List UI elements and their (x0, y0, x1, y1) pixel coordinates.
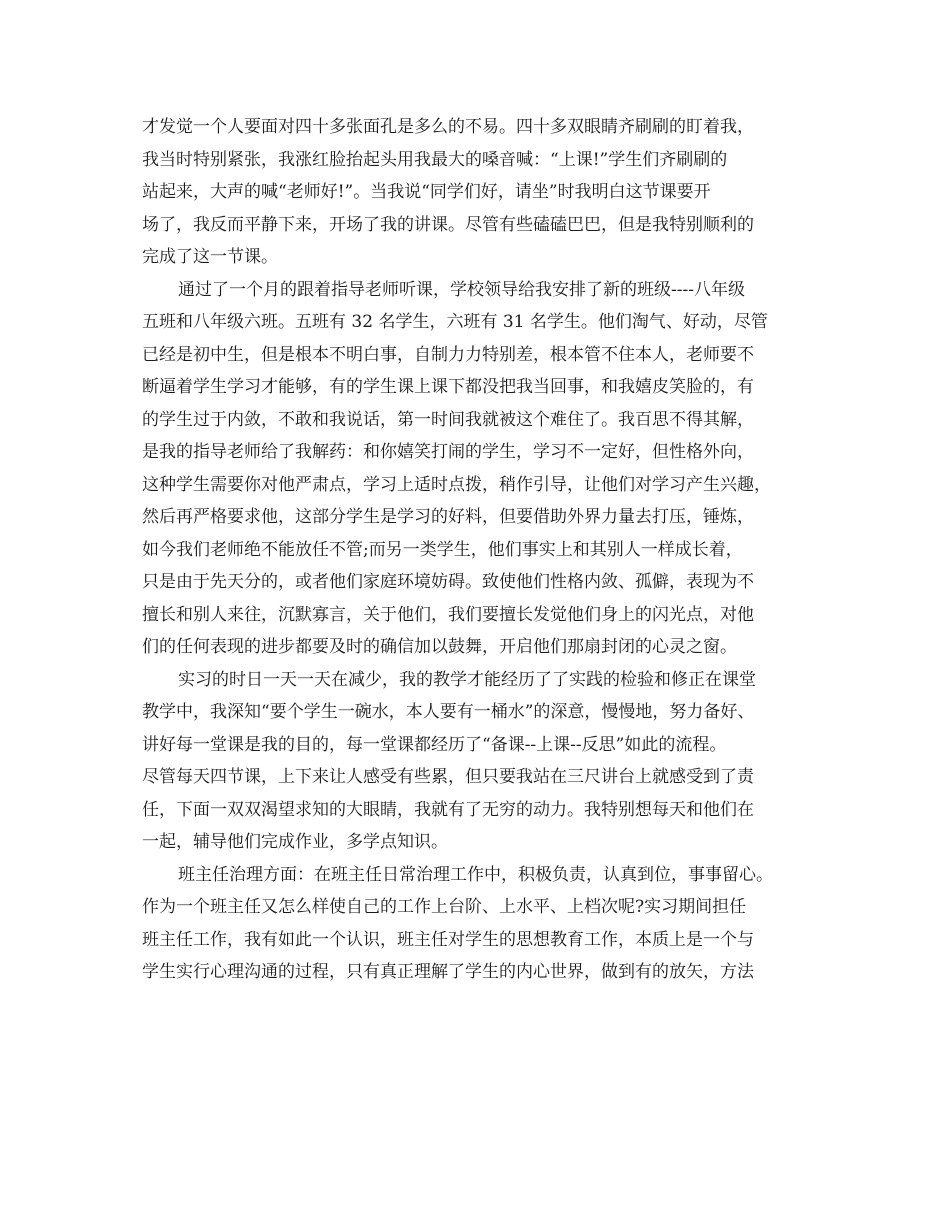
text-line: 五班和八年级六班。五班有 32 名学生，六班有 31 名学生。他们淘气、好动，尽管 (142, 312, 768, 332)
text-line: 擅长和别人来往，沉默寡言，关于他们，我们要擅长发觉他们身上的闪光点，对他 (142, 604, 754, 625)
text-line: 断逼着学生学习才能够，有的学生课上课下都没把我当回事，和我嬉皮笑脸的，有 (142, 377, 754, 397)
text-line: 尽管每天四节课，上下来让人感受有些累，但只要我站在三尺讲台上就感受到了责 (142, 767, 754, 787)
text-line: 作为一个班主任又怎么样使自己的工作上台阶、上水平、上档次呢?实习期间担任 (142, 897, 747, 917)
text-line: 班主任工作，我有如此一个认识，班主任对学生的思想教育工作，本质上是一个与 (142, 929, 754, 950)
text-line: 如今我们老师绝不能放任不管;而另一类学生，他们事实上和其别人一样成长着， (142, 539, 743, 560)
text-line: 们的任何表现的进步都要及时的确信加以鼓舞，开启他们那扇封闭的心灵之窗。 (142, 637, 737, 657)
text-line: 这种学生需要你对他严肃点，学习上适时点拨，稍作引导，让他们对学习产生兴趣， (142, 474, 771, 495)
text-line: 只是由于先天分的，或者他们家庭环境妨碍。致使他们性格内敛、孤僻，表现为不 (142, 572, 754, 592)
text-line: 通过了一个月的跟着指导老师听课，学校领导给我安排了新的班级----八年级 (178, 279, 745, 300)
text-line: 讲好每一堂课是我的目的，每一堂课都经历了“备课--上课--反思”如此的流程。 (142, 734, 727, 755)
text-line: 是我的指导老师给了我解药：和你嬉笑打闹的学生，学习不一定好，但性格外向， (142, 442, 754, 462)
text-line: 然后再严格要求他，这部分学生是学习的好料，但要借助外界力量去打压，锤炼， (142, 507, 754, 527)
text-line: 场了，我反而平静下来，开场了我的讲课。尽管有些磕磕巴巴，但是我特别顺利的 (142, 214, 754, 235)
text-line: 学生实行心理沟通的过程，只有真正理解了学生的内心世界，做到有的放矢，方法 (142, 962, 754, 982)
document-body (142, 112, 820, 990)
paragraph (142, 860, 820, 990)
text-line: 站起来，大声的喊“老师好!”。当我说“同学们好，请坐”时我明白这节课要开 (142, 182, 711, 202)
paragraph (142, 112, 820, 275)
text-line: 的学生过于内敛，不敢和我说话，第一时间我就被这个难住了。我百思不得其解， (142, 409, 754, 430)
text-line: 实习的时日一天一天在减少，我的教学才能经历了了实践的检验和修正在课堂 (178, 669, 756, 690)
text-line: 已经是初中生，但是根本不明白事，自制力力特别差，根本管不住本人，老师要不 (142, 344, 754, 365)
text-line: 一起，辅导他们完成作业，多学点知识。 (142, 832, 448, 852)
text-line: 完成了这一节课。 (142, 247, 278, 267)
text-line: 任，下面一双双渴望求知的大眼睛，我就有了无穷的动力。我特别想每天和他们在 (142, 799, 754, 820)
text-line: 班主任治理方面：在班主任日常治理工作中，积极负责，认真到位，事事留心。 (178, 864, 773, 885)
text-line: 才发觉一个人要面对四十多张面孔是多么的不易。四十多双眼睛齐刷刷的盯着我， (142, 117, 754, 137)
text-line: 我当时特别紧张，我涨红脸抬起头用我最大的嗓音喊：“上课!”学生们齐刷刷的 (142, 149, 728, 170)
paragraph (142, 665, 820, 860)
text-line: 教学中，我深知“要个学生一碗水，本人要有一桶水”的深意，慢慢地，努力备好、 (142, 702, 755, 722)
paragraph (142, 275, 820, 665)
